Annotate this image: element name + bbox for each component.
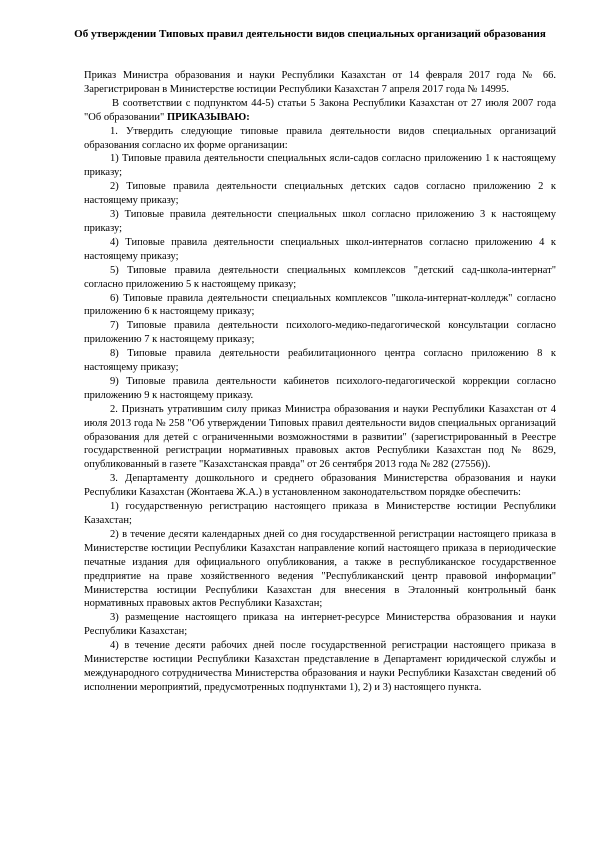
preamble: [84, 97, 556, 125]
document-body: [84, 69, 556, 695]
order-info: Приказ Министра образования и науки Республики Казахстан от 14 февраля 2017 года № 66. Зарегистрирован в Министерстве юстиции Республики Казахстан 7 апреля 2017 года № 14995.: [84, 70, 556, 95]
list-item-3-4: 4) в течение десяти рабочих дней после государственной регистрации настоящего приказа в Министерстве юстиции Республики Казахстан представление в Департамент юридической службы и международного сотрудничества Министерства образования и науки Республики Казахстан сведений об исполнении мероприятий, предусмотренных подпунктами 1), 2) и 3) настоящего пункта.: [84, 640, 556, 693]
list-item-1-3: 3) Типовые правила деятельности специальных школ согласно приложению 3 к настоящему приказу;: [84, 209, 556, 234]
list-item-1-2: 2) Типовые правила деятельности специальных детских садов согласно приложению 2 к настоящему приказу;: [84, 181, 556, 207]
list-item-3-2: 2) в течение десяти календарных дней со дня государственной регистрации настоящего приказа в Министерстве юстиции Республики Казахстан направление копий настоящего приказа в периодические печатные издания для официального опубликования, а также в республиканское государственное предприятие на праве хозяйственного ведения "Республиканский центр правовой информации" Министерства юстиции Республики Казахстан для внесения в Эталонный контрольный банк нормативных правовых актов Республики Казахстан;: [84, 528, 556, 610]
preamble-text: В соответствии с подпунктом 44-5) статьи 5 Закона Республики Казахстан от 27 июля 2007 года "Об образовании": [84, 97, 556, 123]
list-item-3-3: 3) размещение настоящего приказа на интернет-ресурсе Министерства образования и науки Республики Казахстан;: [84, 612, 556, 638]
list-item-1-1: 1) Типовые правила деятельности специальных ясли-садов согласно приложению 1 к настоящему приказу;: [84, 153, 556, 179]
list-item-1-9: 9) Типовые правила деятельности кабинетов психолого-педагогической коррекции согласно приложению 9 к настоящему приказу.: [84, 375, 556, 401]
document-title: Об утверждении Типовых правил деятельности видов специальных организаций образования: [74, 28, 546, 40]
paragraph-1: 1. Утвердить следующие типовые правила деятельности видов специальных организаций образования согласно их форме организации:: [84, 125, 556, 151]
paragraph-2: 2. Признать утратившим силу приказ Министра образования и науки Республики Казахстан от 4 июля 2013 года № 258 "Об утверждении Типовых правил деятельности видов специальных организаций образования для детей с ограниченными возможностями в развитии" (зарегистрированный в Реестре государственной регистрации нормативных правовых актов Республики Казахстан под № 8629, опубликованный в газете "Казахстанская правда" от 26 сентября 2013 года № 282 (27556)).: [84, 403, 556, 471]
list-item-3-1: 1) государственную регистрацию настоящего приказа в Министерстве юстиции Республики Казахстан;: [84, 501, 556, 526]
list-item-1-5: 5) Типовые правила деятельности специальных комплексов "детский сад-школа-интернат" согласно приложению 5 к настоящему приказу;: [84, 264, 556, 290]
preamble-command: ПРИКАЗЫВАЮ:: [166, 111, 250, 123]
paragraph-3: 3. Департаменту дошкольного и среднего образования Министерства образования и науки Республики Казахстан (Жонтаева Ж.А.) в установленном законодательством порядке обеспечить:: [84, 473, 556, 499]
list-item-1-6: 6) Типовые правила деятельности специальных комплексов "школа-интернат-колледж" согласно приложению 6 к настоящему приказу;: [84, 292, 556, 318]
list-item-1-4: 4) Типовые правила деятельности специальных школ-интернатов согласно приложению 4 к настоящему приказу;: [84, 236, 556, 262]
list-item-1-7: 7) Типовые правила деятельности психолого-медико-педагогической консультации согласно приложению 7 к настоящему приказу;: [84, 320, 556, 346]
list-item-1-8: 8) Типовые правила деятельности реабилитационного центра согласно приложению 8 к настоящему приказу;: [84, 348, 556, 374]
